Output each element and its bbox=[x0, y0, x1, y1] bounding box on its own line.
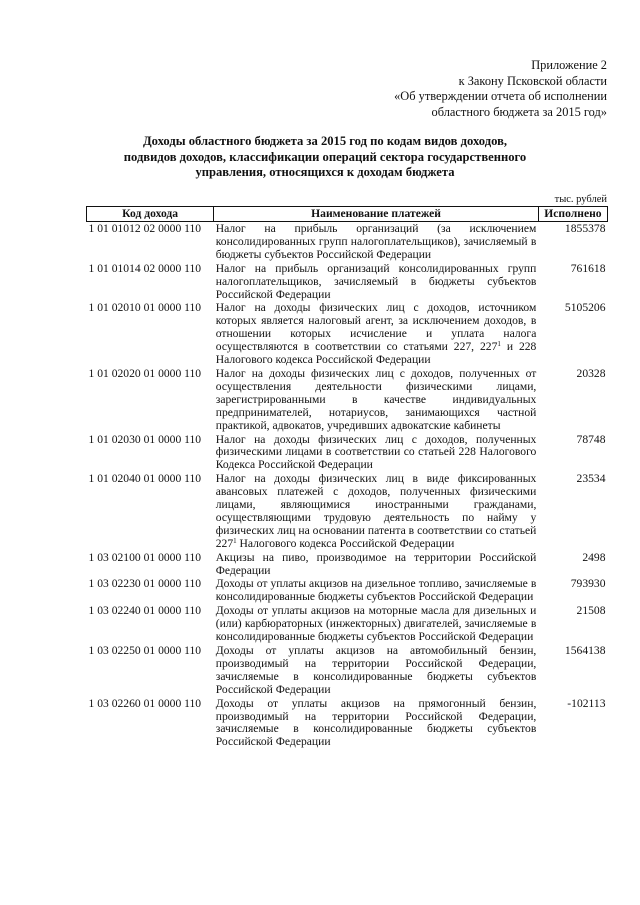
superscript: 1 bbox=[233, 536, 237, 545]
header-name: Наименование платежей bbox=[214, 207, 539, 222]
table-row bbox=[87, 577, 608, 604]
row-amount: 761618 bbox=[570, 261, 606, 275]
row-code: 1 03 02230 01 0000 110 bbox=[88, 577, 202, 591]
table-row bbox=[87, 222, 608, 262]
row-name: Доходы от уплаты акцизов на прямогонный бензин, производимый на территории Российской Федерации, зачисляемые в консолидированные бюджеты субъектов Российской Федерации bbox=[215, 696, 537, 749]
header-amount: Исполнено bbox=[538, 207, 607, 222]
table-row bbox=[87, 472, 608, 550]
document-title bbox=[90, 134, 560, 181]
row-name-text: Налог на доходы физических лиц с доходов, источником которых является налоговый агент, за исключением доходов, в отношении которых исчисление и уплата налога осуществляются в соответствии со статьями 227, 227 bbox=[215, 301, 537, 354]
appendix-note bbox=[394, 58, 607, 120]
appendix-line: Приложение 2 bbox=[531, 58, 607, 72]
table-row bbox=[87, 262, 608, 302]
row-code: 1 01 02020 01 0000 110 bbox=[88, 366, 202, 380]
table-row bbox=[87, 697, 608, 750]
row-amount: 793930 bbox=[570, 577, 606, 591]
row-amount: 2498 bbox=[582, 550, 606, 564]
row-name: Доходы от уплаты акцизов на автомобильный бензин, производимый на территории Российской Федерации, зачисляемые в консолидированные бюджеты субъектов Российской Федерации bbox=[215, 644, 537, 696]
row-amount: 23534 bbox=[576, 472, 606, 486]
row-amount: 1564138 bbox=[564, 644, 606, 657]
row-code: 1 03 02250 01 0000 110 bbox=[88, 644, 202, 657]
superscript: 1 bbox=[497, 340, 501, 349]
units-label: тыс. рублей bbox=[554, 194, 607, 205]
table-row bbox=[87, 367, 608, 433]
row-name: Акцизы на пиво, производимое на территории Российской Федерации bbox=[215, 550, 537, 577]
title-line: подвидов доходов, классификации операций сектора государственного bbox=[123, 149, 527, 164]
row-name: Налог на прибыль организаций (за исключением консолидированных групп налогоплательщиков), зачисляемый в бюджеты субъектов Российской Федерации bbox=[215, 222, 537, 261]
row-name: Доходы от уплаты акцизов на дизельное топливо, зачисляемые в консолидированные бюджеты субъектов Российской Федерации bbox=[215, 577, 537, 604]
row-name-text: и 228 Налогового кодекса Российской Федерации bbox=[215, 340, 537, 367]
row-code: 1 01 02030 01 0000 110 bbox=[88, 432, 202, 446]
row-name-text: Налогового кодекса Российской Федерации bbox=[236, 536, 455, 550]
row-name bbox=[214, 472, 539, 550]
row-code: 1 03 02240 01 0000 110 bbox=[88, 604, 202, 618]
row-name: Доходы от уплаты акцизов на моторные масла для дизельных и (или) карбюраторных (инжекторных) двигателей, зачисляемые в консолидированные бюджеты субъектов Российской Федерации bbox=[215, 604, 537, 644]
row-code: 1 01 01012 02 0000 110 bbox=[88, 222, 202, 235]
row-code: 1 01 01014 02 0000 110 bbox=[88, 261, 202, 275]
row-code: 1 03 02260 01 0000 110 bbox=[88, 696, 202, 710]
row-amount: 20328 bbox=[576, 366, 606, 380]
title-line: управления, относящихся к доходам бюджета bbox=[195, 165, 455, 179]
row-code: 1 03 02100 01 0000 110 bbox=[88, 550, 202, 564]
table-row bbox=[87, 644, 608, 697]
row-name: Налог на прибыль организаций консолидированных групп налогоплательщиков, зачисляемый в бюджеты субъектов Российской Федерации bbox=[215, 261, 537, 301]
header-code: Код дохода bbox=[87, 207, 214, 222]
table-header-row bbox=[87, 207, 608, 222]
row-amount: 21508 bbox=[576, 604, 606, 618]
appendix-line: к Закону Псковской области bbox=[458, 73, 607, 88]
row-name bbox=[214, 301, 539, 367]
row-amount: 1855378 bbox=[564, 222, 606, 235]
row-amount: -102113 bbox=[567, 696, 606, 710]
table-row bbox=[87, 551, 608, 578]
row-code: 1 01 02010 01 0000 110 bbox=[88, 301, 202, 315]
row-amount: 5105206 bbox=[564, 301, 606, 315]
table-row bbox=[87, 301, 608, 367]
table-row bbox=[87, 433, 608, 473]
appendix-line: областного бюджета за 2015 год» bbox=[431, 104, 607, 119]
row-name-text: Налог на доходы физических лиц в виде фиксированных авансовых платежей с доходов, полученных физическими лицами, являющимися иностранными гражданами, осуществляющими трудовую деятельность по найму у физических лиц на основании патента в соответствии со статьей 227 bbox=[215, 472, 537, 550]
revenue-table bbox=[86, 206, 608, 749]
table-row bbox=[87, 604, 608, 644]
row-amount: 78748 bbox=[576, 432, 606, 446]
appendix-line: «Об утверждении отчета об исполнении bbox=[394, 89, 607, 103]
row-code: 1 01 02040 01 0000 110 bbox=[88, 472, 202, 486]
title-line: Доходы областного бюджета за 2015 год по кодам видов доходов, bbox=[142, 134, 508, 148]
row-name: Налог на доходы физических лиц с доходов, полученных от осуществления деятельности физическими лицами, зарегистрированными в качестве индивидуальных предпринимателей, нотариусов, занимающихся частной практикой, адвокатов, учредивших адвокатские кабинеты bbox=[215, 366, 537, 432]
row-name: Налог на доходы физических лиц с доходов, полученных физическими лицами в соответствии со статьей 228 Налогового Кодекса Российской Федерации bbox=[215, 432, 537, 472]
